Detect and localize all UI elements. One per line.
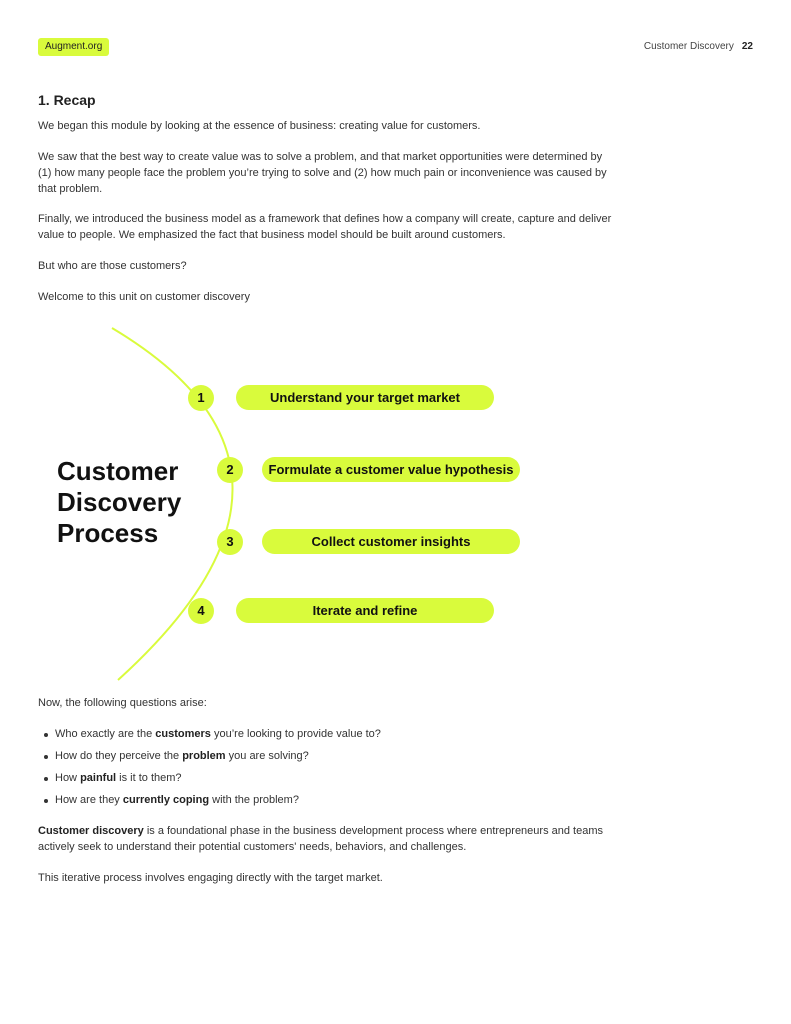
list-item-emphasis: painful [80, 772, 117, 784]
list-item-emphasis: currently coping [122, 794, 210, 806]
page-number: 22 [741, 41, 753, 52]
list-item [38, 726, 381, 748]
step-label-3: Collect customer insights [262, 529, 520, 554]
list-item-text: How do they perceive the [55, 750, 183, 762]
section-name: Customer Discovery [643, 41, 734, 52]
recap-paragraph-3: Finally, we introduced the business model as a framework that defines how a company will create, capture and deliver value to people. We emphasized the fact that business model should be built around customers. [38, 213, 612, 241]
list-item [38, 748, 381, 770]
brand-badge: Augment.org [38, 38, 109, 56]
step-number-3: 3 [217, 529, 243, 555]
bullet-icon [44, 777, 48, 781]
list-item-text: Who exactly are the [55, 728, 156, 740]
list-item-emphasis: customers [155, 728, 211, 740]
diagram-title-line-3: Process [57, 518, 159, 548]
section-title: 1. Recap [38, 92, 96, 108]
step-number-2: 2 [217, 457, 243, 483]
list-item-text: you are solving? [225, 750, 309, 762]
list-item-text: How are they [55, 794, 123, 806]
bullet-icon [44, 755, 48, 759]
definition-term: Customer discovery [38, 825, 144, 837]
recap-paragraph-2: We saw that the best way to create value was to solve a problem, and that market opportunities were determined by (1) how many people face the problem you’re trying to solve and (2) how much pain or inconvenience was caused by that problem. [38, 151, 607, 195]
diagram-title [57, 456, 181, 549]
list-item [38, 792, 381, 814]
recap-paragraph-5: Welcome to this unit on customer discovery [38, 291, 250, 303]
list-item-text: is it to them? [116, 772, 182, 784]
list-item [38, 770, 381, 792]
list-item-text: How [55, 772, 81, 784]
list-item-text: you’re looking to provide value to? [210, 728, 381, 740]
questions-intro: Now, the following questions arise: [38, 697, 207, 709]
step-label-2: Formulate a customer value hypothesis [262, 457, 520, 482]
bullet-icon [44, 799, 48, 803]
recap-paragraph-4: But who are those customers? [38, 260, 187, 272]
diagram-title-line-2: Discovery [57, 487, 182, 517]
definition-paragraph [38, 823, 608, 855]
step-number-4: 4 [188, 598, 214, 624]
definition-text: is a foundational phase in the business development process where entrepreneurs and teams actively seek to understand their potential customers' needs, behaviors, and challenges. [38, 825, 603, 853]
closing-paragraph: This iterative process involves engaging directly with the target market. [38, 872, 383, 884]
diagram-title-line-1: Customer [57, 456, 179, 486]
step-label-1: Understand your target market [236, 385, 494, 410]
list-item-emphasis: problem [182, 750, 226, 762]
step-label-4: Iterate and refine [236, 598, 494, 623]
recap-paragraph-1: We began this module by looking at the essence of business: creating value for customers. [38, 120, 481, 132]
questions-list [38, 726, 381, 814]
bullet-icon [44, 733, 48, 737]
step-number-1: 1 [188, 385, 214, 411]
list-item-text: with the problem? [209, 794, 299, 806]
